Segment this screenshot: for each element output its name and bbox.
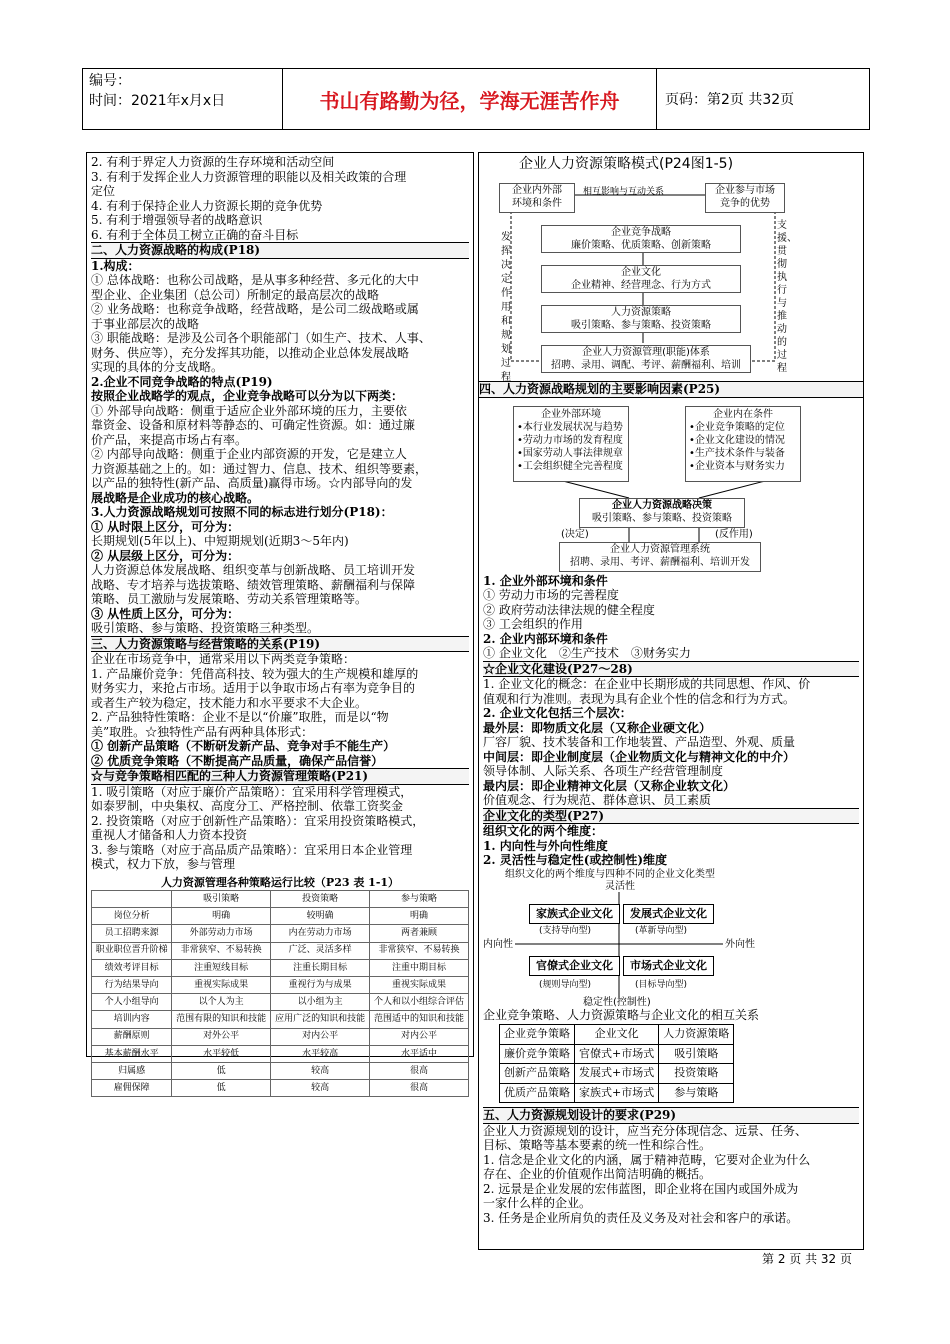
table-cell: 对内公平 [271, 1028, 370, 1045]
text-line: 一家什么样的企业。 [483, 1196, 592, 1210]
page-footer: 第 2 页 共 32 页 [762, 1252, 852, 1266]
text-line: 财务、供应等），充分发挥其功能，以推动企业总体发展战略 [91, 345, 410, 360]
factor-item: •企业竞争策略的定位 [689, 421, 785, 433]
axis-top: 灵活性 [605, 880, 635, 892]
table-cell: 吸引策略 [659, 1044, 734, 1064]
text-line: 或者生产较为稳定，技术能力和水平要求不大企业。 [91, 695, 368, 710]
table-cell: 广泛、灵活多样 [271, 942, 370, 959]
text-line: 3. 任务是企业所肩负的责任及义务及对社会和客户的承诺。 [483, 1210, 799, 1225]
box-competition: 企业竞争战略 廉价策略、优质策略、创新策略 [541, 225, 741, 253]
section-heading: 企业文化的类型(P27) [483, 808, 859, 825]
text-line: 2. 有利于界定人力资源的生存环境和活动空间 [91, 155, 335, 169]
decide-label: (决定) [561, 528, 589, 540]
text-line: 4. 有利于保持企业人力资源长期的竞争优势 [91, 198, 323, 213]
table-cell: 个人和以小组综合评估 [370, 994, 469, 1011]
text-line: ② 从层级上区分，可分为： [91, 548, 240, 563]
text-line: 2. 远景是企业发展的宏伟蓝图，即企业将在国内或国外成为 [483, 1181, 799, 1196]
section-heading: 五、人力资源规划设计的要求(P29) [483, 1107, 859, 1124]
table-cell: 创新产品策略 [500, 1064, 575, 1084]
table-header-cell: 人力资源策略 [659, 1025, 734, 1045]
axis-right: 外向性 [725, 938, 755, 950]
text-line: 6. 有利于全体员工树立正确的奋斗目标 [91, 227, 299, 242]
factor-item: •工会组织健全完善程度 [517, 460, 623, 472]
strategy-model-diagram [479, 153, 863, 381]
table-cell: 很高 [370, 1062, 469, 1079]
table-row [92, 976, 469, 993]
text-line: 3. 参与策略（对应于高品质产品策略）：宜采用日本企业管理 [91, 842, 413, 857]
text-line: ② 业务战略：也称竞争战略，经营战略，是公司二级战略或属 [91, 302, 419, 316]
table-cell: 发展式+市场式 [575, 1064, 659, 1084]
feedback-label: (反作用) [715, 528, 753, 540]
table-cell: 低 [172, 1080, 271, 1097]
text-line: 2.企业不同竞争战略的特点(P19) [91, 374, 273, 389]
number-label: 编号： [89, 73, 131, 89]
text-line: ① 外部导向战略：侧重于适应企业外部环境的压力，主要依 [91, 403, 407, 418]
system-title: 企业人力资源管理系统 [610, 543, 710, 555]
table-cell: 廉价竞争策略 [500, 1044, 575, 1064]
right-text-a [479, 574, 863, 868]
table-cell: 归属感 [92, 1062, 172, 1079]
table-cell: 绩效考评目标 [92, 959, 172, 976]
table-cell: 家族式+市场式 [575, 1083, 659, 1103]
decision-sub: 吸引策略、参与策略、投资策略 [592, 512, 732, 524]
text-line: 企业人力资源规划的设计，应当充分体现信念、远景、任务、 [483, 1123, 808, 1138]
table-cell: 水平适中 [370, 1045, 469, 1062]
table-cell: 水平较低 [172, 1045, 271, 1062]
box-hr-mgmt: 企业人力资源管理(职能)体系 招聘、录用、调配、考评、薪酬福利、培训 [541, 345, 751, 373]
table-cell: 非常狭窄、不易转换 [172, 942, 271, 959]
text-line: ③ 职能战略：是涉及公司各个职能部门（如生产、技术、人事、 [91, 331, 431, 345]
left-vertical-label: 发挥决定作用和规划过程 [501, 232, 511, 383]
text-line: 按照企业战略学的观点，企业竞争战略可以分为以下两类： [91, 389, 404, 403]
table-cell: 范围有限的知识和技能 [172, 1011, 271, 1028]
text-line: 以产品的独特性(新产品、高质量)赢得市场。☆内部导向的发 [91, 476, 413, 490]
table-cell: 官僚式+市场式 [575, 1044, 659, 1064]
axis-left: 内向性 [483, 938, 513, 950]
text-line: 展战略是企业成功的核心战略。 [91, 490, 260, 505]
factor-item: •国家劳动人事法律规章 [517, 447, 623, 459]
table-header-cell: 投资策略 [271, 891, 370, 908]
text-line: ① 总体战略：也称公司战略，是从事多种经营、多元化的大中 [91, 273, 419, 287]
table-cell: 职业职位晋升阶梯 [92, 942, 172, 959]
decision-box [579, 498, 745, 528]
right-text-b [479, 1107, 863, 1225]
text-line: 1. 吸引策略（对应于廉价产品策略）：宜采用科学管理模式， [91, 784, 413, 799]
table-cell: 投资策略 [659, 1064, 734, 1084]
text-line: ② 优质竞争策略（不断提高产品质量，确保产品信誉） [91, 753, 384, 768]
table-row [92, 925, 469, 942]
table-cell: 明确 [172, 908, 271, 925]
int-factors-box [685, 406, 801, 482]
table-cell: 对内公平 [370, 1028, 469, 1045]
table-cell: 基本薪酬水平 [92, 1045, 172, 1062]
factor-item: •企业资本与财务实力 [689, 460, 785, 472]
table-cell: 重视行为与成果 [271, 976, 370, 993]
text-line: 中间层：即企业制度层（企业物质文化与精神文化的中介） [483, 749, 796, 764]
quad-family-sub: (支持导向型) [539, 925, 592, 936]
text-line: 力资源基础之上的。如：通过智力、信息、技术、组织等要素， [91, 461, 428, 476]
table-cell: 应用广泛的知识和技能 [271, 1011, 370, 1028]
table-cell: 重视实际成果 [370, 976, 469, 993]
table-cell: 水平较高 [271, 1045, 370, 1062]
table-cell: 雇佣保障 [92, 1080, 172, 1097]
comparison-table-block [91, 876, 469, 1098]
section-heading: ☆企业文化建设(P27～28) [483, 661, 859, 678]
quadrant-title: 组织文化的两个维度与四种不同的企业文化类型 [505, 868, 715, 880]
table-cell: 行为结果导向 [92, 976, 172, 993]
section4-title: 四、人力资源战略规划的主要影响因素(P25) [479, 381, 863, 398]
box-hr-strategy: 人力资源策略 吸引策略、参与策略、投资策略 [541, 305, 741, 333]
table-cell: 两者兼顾 [370, 925, 469, 942]
box-ext-env: 企业内外部 环境和条件 [499, 183, 575, 213]
table-row [92, 994, 469, 1011]
text-line: 1. 企业文化的概念：在企业中长期形成的共同思想、作风、价 [483, 677, 811, 691]
table-row [92, 908, 469, 925]
table-cell: 培训内容 [92, 1011, 172, 1028]
text-line: 1. 信念是企业文化的内涵，属于精神范畴，它要对企业为什么 [483, 1152, 811, 1167]
ext-factors-box [513, 406, 629, 482]
page-header [82, 68, 870, 130]
diagram1-title: 企业人力资源策略模式(P24图1-5) [519, 156, 734, 172]
text-line: 5. 有利于增强领导者的战略意识 [91, 213, 263, 227]
table-cell: 较高 [271, 1062, 370, 1079]
text-line: 实现的具体的分支战略。 [91, 360, 224, 374]
table-cell: 员工招聘来源 [92, 925, 172, 942]
comparison-table-title: 人力资源管理各种策略运行比较（P23 表 1-1） [160, 875, 400, 889]
int-factors-title: 企业内在条件 [713, 408, 773, 420]
table-cell: 很高 [370, 1080, 469, 1097]
culture-quadrant [479, 868, 863, 1008]
text-line: 1. 产品廉价竞争：凭借高科技、较为强大的生产规模和雄厚的 [91, 666, 419, 681]
text-line: 1.构成： [91, 258, 140, 273]
table-cell: 重视实际成果 [172, 976, 271, 993]
text-line: 价值观念、行为规范、群体意识、员工素质 [483, 793, 712, 807]
header-meta [83, 69, 283, 129]
text-line: 靠资金、设备和原材料等静态的、可确定性资源。如：通过廉 [91, 418, 416, 432]
text-line: 3. 有利于发挥企业人力资源管理的职能以及相关政策的合理 [91, 169, 407, 184]
table-row [92, 1011, 469, 1028]
quad-family: 家族式企业文化 [529, 904, 620, 925]
text-line: 厂容厂貌、技术装备和工作地装置、产品造型、外观、质量 [483, 735, 796, 749]
text-line: 财务实力，来抢占市场。适用于以争取市场占有率为竞争目的 [91, 681, 416, 695]
table-cell: 对外公平 [172, 1028, 271, 1045]
table-cell: 以个人为主 [172, 994, 271, 1011]
left-column [86, 152, 474, 1093]
text-line: 2. 灵活性与稳定性(或控制性)维度 [483, 853, 668, 867]
table-row [92, 1028, 469, 1045]
text-line: 型企业、企业集团（总公司）所制定的最高层次的战略 [91, 287, 380, 302]
box-culture: 企业文化 企业精神、经营理念、行为方式 [541, 265, 741, 293]
text-line: 2. 产品独特性策略：企业不是以“价廉”取胜，而是以“物 [91, 710, 389, 724]
quad-market-sub: (目标导向型) [635, 979, 688, 990]
text-line: 美”取胜。☆独特性产品有两种具体形式： [91, 724, 314, 739]
section-heading: 三、人力资源策略与经营策略的关系(P19) [91, 636, 469, 653]
table-row [92, 1045, 469, 1062]
quad-develop-sub: (革新导向型) [635, 925, 688, 936]
box-advantage: 企业参与市场 竞争的优势 [705, 183, 785, 213]
quad-develop: 发展式企业文化 [623, 904, 714, 925]
table-cell: 注重短线目标 [172, 959, 271, 976]
text-line: ① 劳动力市场的完善程度 [483, 588, 619, 602]
text-line: 值观和行为准则。表现为具有企业个性的信念和行为方式。 [483, 691, 796, 706]
table-cell: 范围适中的知识和技能 [370, 1011, 469, 1028]
text-line: 战略、专才培养与选拔策略、绩效管理策略、薪酬福利与保障 [91, 577, 416, 592]
quad-bureau: 官僚式企业文化 [529, 956, 620, 977]
text-line: 1. 企业外部环境和条件 [483, 573, 608, 588]
table-header-cell: 吸引策略 [172, 891, 271, 908]
text-line: ① 从时限上区分，可分为： [91, 519, 240, 534]
section-heading: ☆与竞争策略相匹配的三种人力资源管理策略(P21) [91, 768, 469, 785]
table-header-row [92, 891, 469, 908]
text-line: 3.人力资源战略规划可按照不同的标志进行划分(P18)： [91, 505, 393, 519]
table-cell: 明确 [370, 908, 469, 925]
decision-title: 企业人力资源战略决策 [612, 499, 712, 511]
text-line: 最外层：即物质文化层（又称企业硬文化） [483, 720, 712, 735]
text-line: 价产品，来提高市场占有率。 [91, 432, 248, 447]
left-text [91, 155, 469, 872]
table-row [500, 1064, 734, 1084]
ext-factors-title: 企业外部环境 [541, 408, 601, 420]
table-cell: 参与策略 [659, 1083, 734, 1103]
text-line: 策略、员工激励与发展策略、劳动关系管理策略等。 [91, 592, 368, 606]
table-row [500, 1083, 734, 1103]
page-label: 页码：第2页 共32页 [665, 92, 795, 108]
table-row [92, 942, 469, 959]
quad-market: 市场式企业文化 [623, 956, 714, 977]
table-cell: 注重中期目标 [370, 959, 469, 976]
table-cell: 外部劳动力市场 [172, 925, 271, 942]
factor-item: •生产技术条件与装备 [689, 447, 785, 459]
text-line: 定位 [91, 184, 116, 198]
text-line: ③ 工会组织的作用 [483, 617, 583, 631]
text-line: ① 企业文化 ②生产技术 ③财务实力 [483, 646, 691, 660]
table-header-cell: 企业竞争策略 [500, 1025, 575, 1045]
motto: 书山有路勤为径，学海无涯苦作舟 [283, 69, 657, 129]
relation-table [499, 1024, 734, 1103]
quad-bureau-sub: (规则导向型) [539, 979, 592, 990]
table-row [92, 1062, 469, 1079]
table-cell: 个人小组导向 [92, 994, 172, 1011]
table-cell: 岗位分析 [92, 908, 172, 925]
table-cell: 较高 [271, 1080, 370, 1097]
table-row [500, 1044, 734, 1064]
text-line: ① 创新产品策略（不断研发新产品、竞争对手不能生产） [91, 739, 396, 753]
text-line: ② 内部导向战略：侧重于企业内部资源的开发，它是建立人 [91, 447, 407, 461]
relation-title: 企业竞争策略、人力资源策略与企业文化的相互关系 [483, 1007, 760, 1022]
table-cell: 内在劳动力市场 [271, 925, 370, 942]
interact-label: 相互影响与互动关系 [583, 187, 665, 197]
text-line: ② 政府劳动法律法规的健全程度 [483, 602, 655, 617]
table-header-row [500, 1025, 734, 1045]
factor-item: •本行业发展状况与趋势 [517, 421, 623, 433]
comparison-table [91, 890, 469, 1097]
table-header-cell: 参与策略 [370, 891, 469, 908]
axis-bottom: 稳定性(控制性) [583, 996, 651, 1008]
text-line: 于事业部层次的战略 [91, 316, 200, 331]
table-cell: 较明确 [271, 908, 370, 925]
system-box [559, 542, 761, 572]
text-line: 存在、企业的价值观作出简洁明确的概括。 [483, 1167, 712, 1181]
text-line: 领导体制、人际关系、各项生产经营管理制度 [483, 764, 724, 778]
text-line: 长期规划(5年以上)、中短期规划(近期3～5年内) [91, 534, 349, 548]
table-cell: 注重长期目标 [271, 959, 370, 976]
text-line: 组织文化的两个维度： [483, 824, 604, 838]
system-sub: 招聘、录用、考评、薪酬福利、培训开发 [570, 556, 750, 568]
factors-diagram [479, 398, 863, 574]
table-cell: 低 [172, 1062, 271, 1079]
text-line: 吸引策略、参与策略、投资策略三种类型。 [91, 621, 320, 635]
table-cell: 薪酬原则 [92, 1028, 172, 1045]
text-line: 人力资源总体发展战略、组织变革与创新战略、员工培训开发 [91, 563, 416, 577]
table-header-cell [92, 891, 172, 908]
table-cell: 非常狭窄、不易转换 [370, 942, 469, 959]
table-header-cell: 企业文化 [575, 1025, 659, 1045]
text-line: 重视人才储备和人力资本投资 [91, 828, 248, 842]
table-cell: 优质产品策略 [500, 1083, 575, 1103]
text-line: ③ 从性质上区分，可分为： [91, 606, 240, 621]
table-row [92, 1080, 469, 1097]
text-line: 2. 投资策略（对应于创新性产品策略）：宜采用投资策略模式， [91, 813, 425, 828]
date-label: 时间：2021年x月x日 [89, 93, 226, 109]
text-line: 目标、策略等基本要素的统一性和综合性。 [483, 1138, 712, 1152]
text-line: 2. 企业内部环境和条件 [483, 631, 608, 646]
factor-item: •企业文化建设的情况 [689, 434, 785, 446]
text-line: 如泰罗制，中央集权、高度分工、严格控制、依靠工资奖金 [91, 799, 404, 813]
text-line: 模式，权力下放，参与管理 [91, 857, 236, 871]
factor-item: •劳动力市场的发育程度 [517, 434, 623, 446]
table-cell: 以小组为主 [271, 994, 370, 1011]
text-line: 最内层：即企业精神文化层（又称企业软文化） [483, 778, 736, 793]
text-line: 企业在市场竞争中，通常采用以下两类竞争策略： [91, 652, 356, 666]
right-column [478, 152, 864, 1250]
section-heading: 二、人力资源战略的构成(P18) [91, 242, 469, 259]
right-vertical-label: 支援、贯彻执行与推动的过程 [777, 220, 797, 374]
table-row [92, 959, 469, 976]
text-line: 1. 内向性与外向性维度 [483, 838, 608, 853]
text-line: 2. 企业文化包括三个层次： [483, 706, 632, 720]
